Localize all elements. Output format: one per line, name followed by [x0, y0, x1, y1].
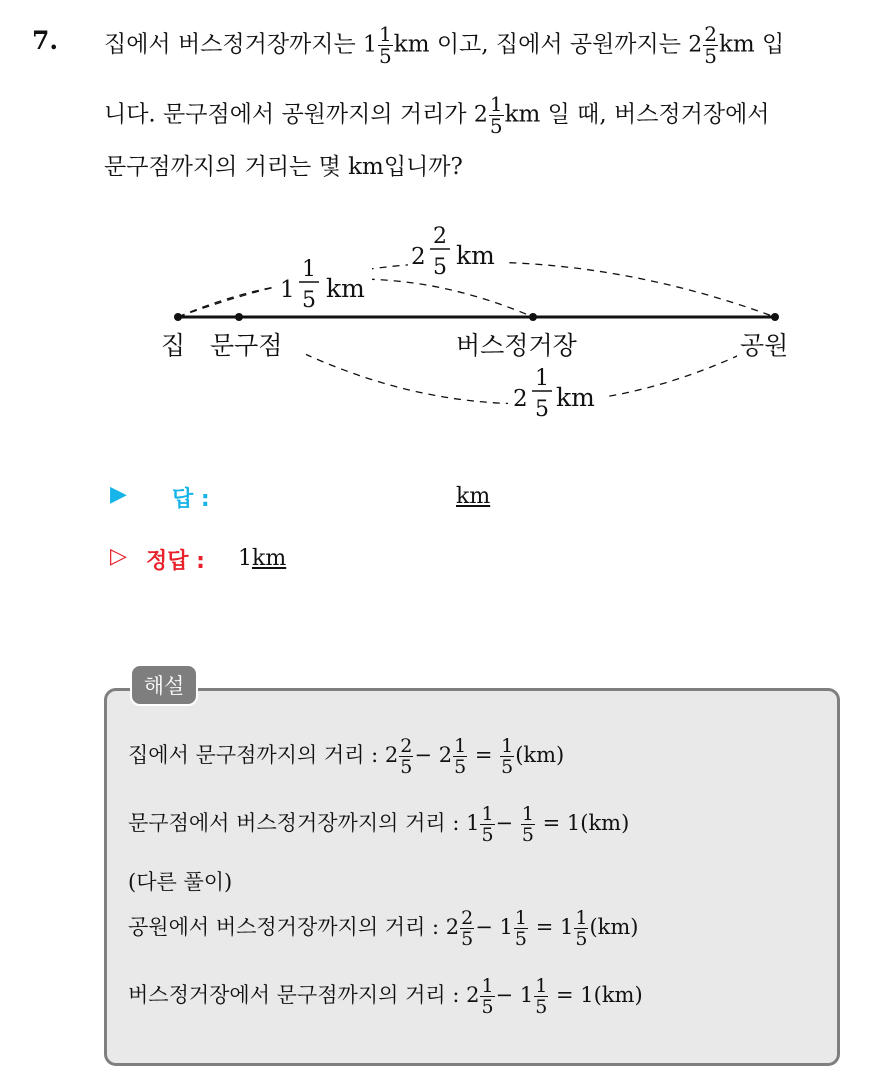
- fraction-whole: 2: [688, 32, 703, 58]
- correct-value: 1km: [238, 546, 287, 571]
- label-home: 집: [161, 331, 186, 360]
- solution-line-4: 버스정거장에서 문구점까지의 거리 : 2 $\frac{1}{5}$ − 1 $\frac{1}{5}$ = 1(km): [128, 975, 643, 1018]
- question-text: km 이고, 집에서 공원까지는: [393, 31, 689, 58]
- correct-marker-icon: ▷: [110, 544, 127, 569]
- arc-store-park-den: 5: [535, 397, 549, 422]
- fraction: $\frac{1}{5}$: [521, 803, 534, 846]
- fraction: $\frac{1}{5}$: [535, 975, 548, 1018]
- point-home: [174, 313, 182, 321]
- label-bus-stop: 버스정거장: [456, 331, 577, 360]
- point-park: [771, 313, 779, 321]
- arc-store-park-unit: km: [556, 383, 595, 412]
- question-text: km 일 때, 버스정거장에서: [504, 101, 770, 128]
- solution-line-3: 공원에서 버스정거장까지의 거리 : 2 $\frac{2}{5}$ − 1 $\frac{1}{5}$ = 1 $\frac{1}{5}$ (km): [128, 907, 639, 950]
- solution-alt-heading: (다른 풀이): [128, 870, 233, 894]
- question-text: 니다. 문구점에서 공원까지의 거리가: [104, 101, 474, 128]
- question-text: km 입: [718, 31, 785, 58]
- fraction: $\frac{2}{5}$: [400, 735, 413, 778]
- question-line-3: 문구점까지의 거리는 몇 km입니까?: [104, 154, 463, 180]
- answer-marker-icon: ▶: [110, 482, 127, 507]
- fraction: $\frac{1}{5}$: [454, 735, 467, 778]
- arc-store-park-whole: 2: [513, 386, 528, 412]
- fraction: $\frac{1}{5}$: [575, 907, 588, 950]
- fraction: $\frac{1}{5}$: [481, 975, 494, 1018]
- fraction-whole: 1: [363, 32, 378, 58]
- fraction: $\frac{2}{5}$: [704, 22, 717, 68]
- solution-line-2: 문구점에서 버스정거장까지의 거리 : 1 $\frac{1}{5}$ − $\frac{1}{5}$ = 1(km): [128, 803, 630, 846]
- question-line-1: [104, 24, 784, 67]
- answer-label: 답 :: [172, 487, 210, 512]
- arc-store-park-num: 1: [535, 366, 549, 391]
- correct-label: 정답 :: [146, 549, 205, 574]
- fraction: $\frac{1}{5}$: [379, 22, 392, 68]
- point-bus-stop: [529, 313, 537, 321]
- fraction: $\frac{1}{5}$: [514, 907, 528, 950]
- fraction: $\frac{1}{5}$: [489, 92, 503, 138]
- arc-home-bus-unit: km: [326, 274, 365, 303]
- explanation-tag: 해설: [130, 664, 198, 706]
- label-park: 공원: [740, 331, 789, 360]
- label-store: 문구점: [210, 331, 283, 360]
- arc-home-park-den: 5: [433, 255, 447, 280]
- fraction-whole: 2: [473, 102, 488, 128]
- question-line-2: [104, 94, 770, 137]
- arc-home-park-whole: 2: [411, 244, 426, 270]
- solution-line-1: 집에서 문구점까지의 거리 : 2 $\frac{2}{5}$ − 2 $\frac{1}{5}$ = $\frac{1}{5}$ (km): [128, 735, 565, 778]
- arc-home-bus-num: 1: [302, 257, 316, 282]
- arc-home-park-unit: km: [456, 241, 495, 270]
- arc-home-park-num: 2: [433, 224, 447, 249]
- answer-unit: km: [456, 484, 491, 509]
- fraction: $\frac{2}{5}$: [461, 907, 474, 950]
- arc-home-bus-den: 5: [302, 288, 316, 313]
- arc-home-bus-whole: 1: [280, 277, 295, 303]
- point-store: [235, 313, 243, 321]
- fraction: $\frac{1}{5}$: [481, 803, 494, 846]
- question-number: 7.: [32, 26, 59, 55]
- distance-diagram: [0, 210, 884, 440]
- question-text: 집에서 버스정거장까지는: [104, 31, 364, 58]
- fraction: $\frac{1}{5}$: [501, 735, 514, 778]
